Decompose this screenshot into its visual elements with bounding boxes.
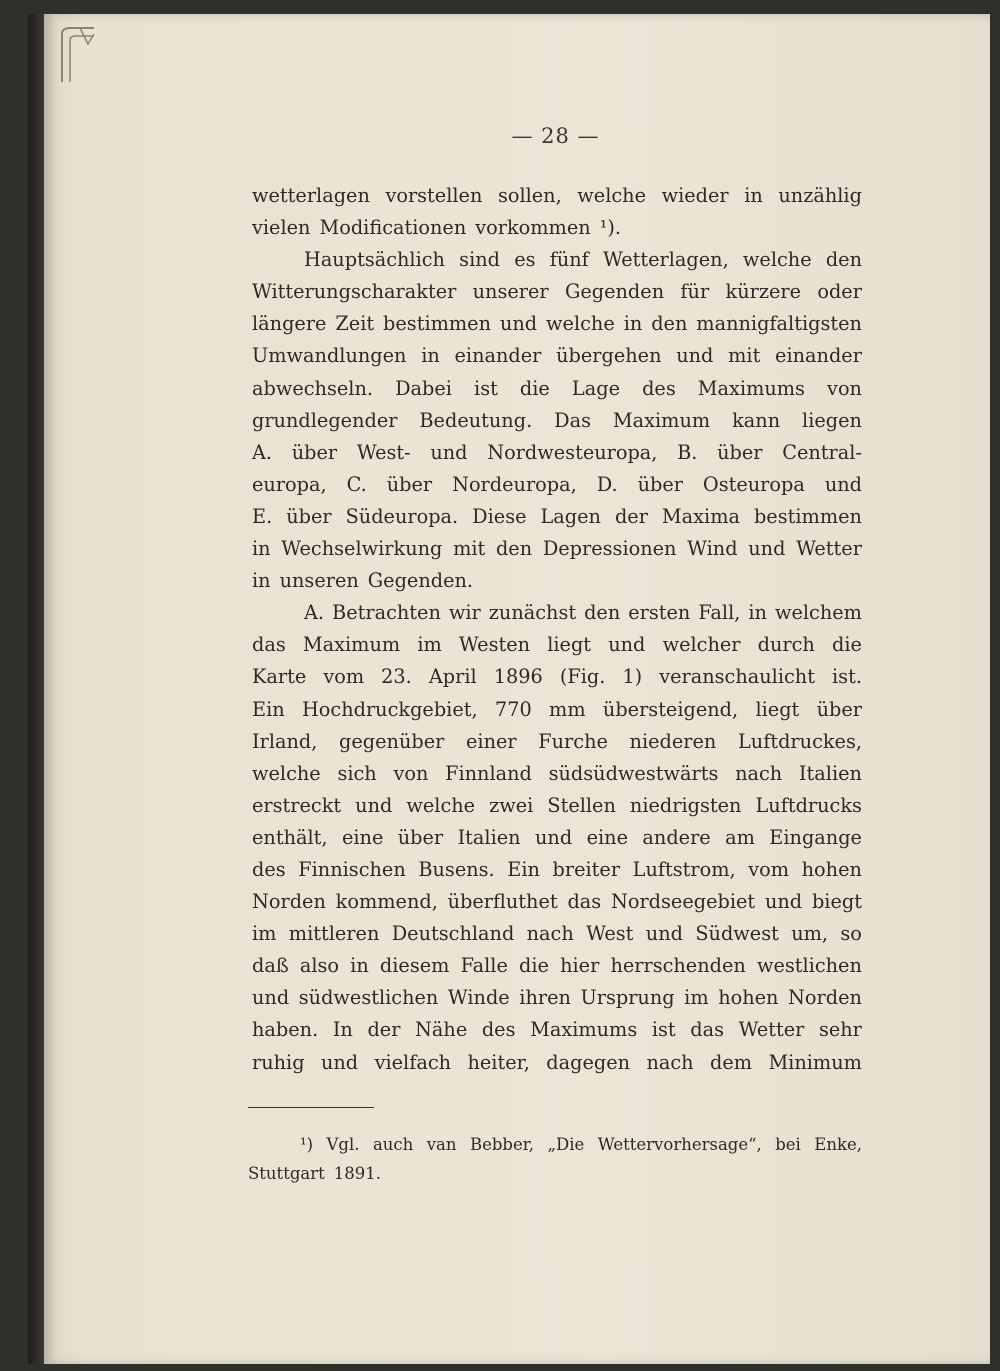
body-text xyxy=(252,180,862,1079)
text-line: im mittleren Deutschland nach West und Südwest um, so xyxy=(252,922,862,946)
text-line: längere Zeit bestimmen und welche in den mannigfaltigsten xyxy=(252,312,862,336)
text-line: Umwandlungen in einander übergehen und mit einander xyxy=(252,344,862,368)
text-line: Norden kommend, überfluthet das Nordseegebiet und biegt xyxy=(252,890,862,914)
text-line: und südwestlichen Winde ihren Ursprung im hohen Norden xyxy=(252,986,862,1010)
text-line: Witterungscharakter unserer Gegenden für kürzere oder xyxy=(252,280,862,304)
text-line: Hauptsächlich sind es fünf Wetterlagen, welche den xyxy=(304,248,862,272)
page-number: — 28 — xyxy=(511,124,600,148)
text-line: wetterlagen vorstellen sollen, welche wieder in unzählig xyxy=(252,184,862,207)
text-line: welche sich von Finnland südsüdwestwärts nach Italien xyxy=(252,761,862,785)
text-line: das Maximum im Westen liegt und welcher durch die xyxy=(252,633,862,657)
text-line: A. Betrachten wir zunächst den ersten Fall, in welchem xyxy=(304,601,862,625)
text-line: europa, C. über Nordeuropa, D. über Osteuropa und xyxy=(252,472,862,496)
text-line: erstreckt und welche zwei Stellen niedrigsten Luftdrucks xyxy=(252,793,862,817)
page-corner-mark-icon xyxy=(58,24,98,84)
text-line: haben. In der Nähe des Maximums ist das Wetter sehr xyxy=(252,1018,862,1042)
text-line: abwechseln. Dabei ist die Lage des Maximums von xyxy=(252,376,862,400)
book-spine xyxy=(28,14,44,1364)
text-line: in unseren Gegenden. xyxy=(252,569,474,593)
text-line: des Finnischen Busens. Ein breiter Luftstrom, vom hohen xyxy=(252,857,862,881)
text-line: ruhig und vielfach heiter, dagegen nach dem Minimum xyxy=(252,1050,862,1074)
text-line: A. über West- und Nordwesteuropa, B. über Central- xyxy=(252,440,862,464)
text-line: in Wechselwirkung mit den Depressionen Wind und Wetter xyxy=(252,537,862,561)
text-line: E. über Südeuropa. Diese Lagen der Maxima bestimmen xyxy=(252,504,862,528)
text-line: Karte vom 23. April 1896 (Fig. 1) veranschaulicht ist. xyxy=(252,665,862,689)
text-line: daß also in diesem Falle die hier herrschenden westlichen xyxy=(252,954,862,978)
footnote xyxy=(248,1130,862,1188)
text-line: enthält, eine über Italien und eine andere am Eingange xyxy=(252,825,862,849)
text-line: Irland, gegenüber einer Furche niederen Luftdruckes, xyxy=(252,729,862,753)
text-line: grundlegender Bedeutung. Das Maximum kann liegen xyxy=(252,408,862,432)
footnote-divider xyxy=(248,1107,374,1108)
text-line: vielen Modificationen vorkommen ¹). xyxy=(252,216,622,240)
footnote-line: Stuttgart 1891. xyxy=(248,1164,381,1183)
footnote-line: ¹) Vgl. auch van Bebber, „Die Wettervorhersage“, bei Enke, xyxy=(300,1135,862,1154)
text-line: Ein Hochdruckgebiet, 770 mm übersteigend, liegt über xyxy=(252,697,862,721)
